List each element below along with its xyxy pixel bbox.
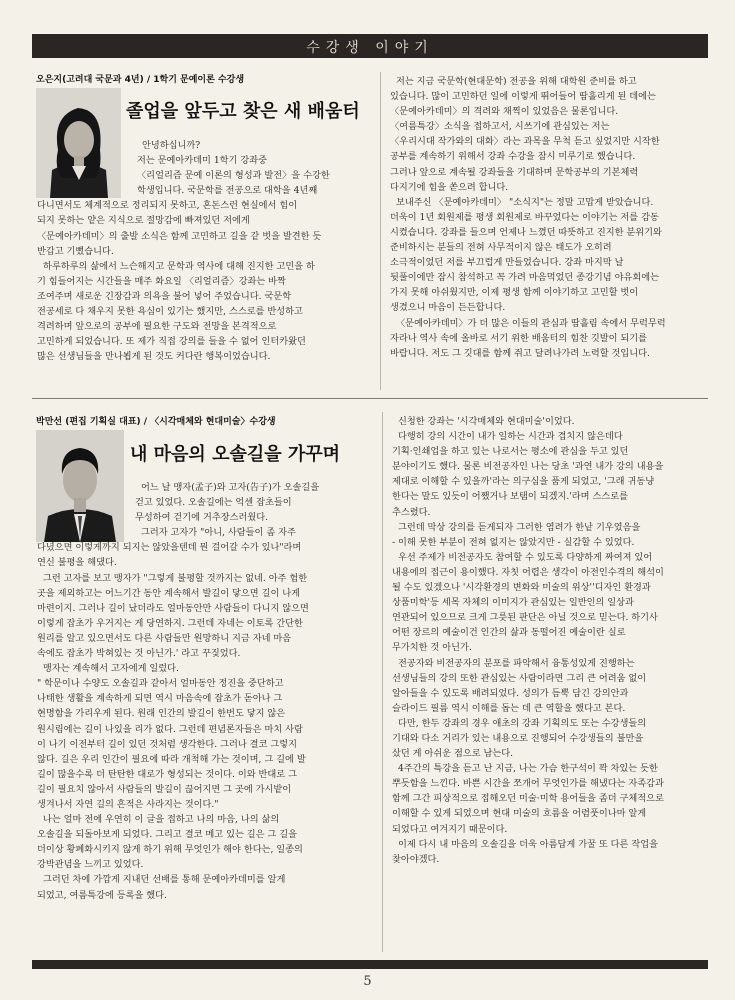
article1-column-divider: [380, 72, 381, 390]
paragraph: 기 힘들어지는 시간들을 매주 화요일 〈리얼리즘〉강좌는 바짝: [37, 275, 286, 287]
paragraph: 다니면서도 체계적으로 정리되지 못하고, 혼돈스런 현실에서 힘이: [37, 200, 298, 212]
paragraph: 다만, 한두 강좌의 경우 애초의 강좌 기획의도 또는 수강생들의: [398, 717, 647, 729]
paragraph: 속에도 잡초가 박혀있는 것 아닌가.' 라고 꾸짖었다.: [37, 648, 241, 660]
paragraph: 샀던 게 아쉬운 점으로 남는다.: [392, 748, 514, 760]
paragraph: 바랍니다. 저도 그 깃대를 함께 쥐고 달려나가려 노력할 것입니다.: [390, 347, 650, 359]
paragraph: 공부를 계속하기 위해서 강좌 수강을 잠시 미루기로 했습니다.: [390, 151, 636, 163]
paragraph: 걷고 있었다. 오솔길에는 억센 잡초들이: [135, 497, 292, 509]
paragraph: 연신 불평을 해댔다.: [37, 557, 117, 569]
paragraph: 뒷풀이에만 잠시 참석하고 꼭 가려 마음먹었던 종강기념 야유회에는: [390, 272, 659, 284]
paragraph: 이제 다시 내 마음의 오솔길을 더욱 아름답게 가꿀 또 다른 작업을: [398, 838, 658, 850]
paragraph: 학생입니다. 국문학를 전공으로 대학을 4년째: [137, 185, 318, 197]
paragraph: 내용에의 접근이 용이했다. 자칫 어렵은 생각이 아전인수격의 해석이: [392, 566, 664, 578]
paragraph: 뿌듯함을 느낀다. 바쁜 시간을 쪼개어 무엇인가를 해냈다는 자족감과: [392, 778, 664, 790]
paragraph: 〈문예아카데미〉가 더 많은 이들의 관심과 땀흘림 속에서 무럭무럭: [396, 317, 666, 329]
paragraph: 그런 고자를 보고 맹자가 "그렇게 불평할 것까지는 없네. 아주 험한: [43, 572, 308, 584]
paragraph: 반갑고 기뻤습니다.: [37, 245, 114, 257]
paragraph: 무가치한 것 아닌가.: [392, 642, 472, 654]
paragraph: 보내주신 〈문예아카데미〉 "소식지"는 정말 고맙게 받았습니다.: [396, 196, 654, 208]
paragraph: 어떤 장르의 예술이건 인간의 삶과 동떨어진 예술이란 실로: [392, 627, 626, 639]
paragraph: 생겨나서 자연 길의 흔적은 사라지는 것이다.": [37, 798, 219, 810]
paragraph: 많은 선생님들을 만나뵙게 된 것도 커다란 행복이었습니다.: [37, 351, 271, 363]
paragraph: 다녔으면 이렇게까지 되지는 않았을텐데 뭔 걸어갈 수가 있나"라며: [37, 542, 302, 554]
paragraph: 신청한 강좌는 '시각매체와 현대미술'이었다.: [398, 416, 575, 427]
paragraph: 더욱이 1년 회원제를 평생 회원제로 바꾸었다는 이야기는 저를 감동: [390, 211, 659, 223]
paragraph: 생겼으니 마음이 든든합니다.: [390, 302, 506, 314]
paragraph: 시켰습니다. 강좌를 들으며 언제나 느꼈던 따뜻하고 진지한 분위기와: [390, 226, 662, 238]
paragraph: 자라나 역사 속에 올바로 서기 위한 배움터의 힘찬 깃발이 되기를: [390, 332, 648, 344]
section-banner: [32, 34, 708, 58]
article1-left-column: [37, 138, 375, 364]
paragraph: 전공세로 다 채우지 못한 욕심이 있기는 했지만, 스스로를 반성하고: [37, 306, 303, 318]
paragraph: 〈여름특강〉소식을 접하고서, 시쓰기에 관심있는 저는: [390, 121, 610, 133]
footer-bar: [32, 960, 708, 969]
paragraph: 〈문예아카데미〉의 격려와 채찍이 있었음은 물론입니다.: [390, 106, 619, 118]
paragraph: 기대와 다소 거리가 있는 내용으로 진행되어 수강생들의 불만을: [392, 732, 644, 744]
paragraph: 원리를 알고 있으면서도 다른 사람들만 원망하니 지금 자네 마음: [37, 632, 292, 644]
article2-left-column: [37, 480, 377, 903]
page-number: 5: [363, 974, 372, 989]
paragraph: 소극적이었던 저를 부끄럽게 만들었습니다. 강좌 마지막 날: [390, 257, 624, 269]
paragraph: 〈문예아카데미〉의 출발 소식은 함께 고민하고 길을 같 벗을 발견한 듯: [37, 230, 322, 242]
paragraph: 무성하여 걷기에 거추장스러웠다.: [135, 512, 269, 524]
paragraph: 가지 못해 아쉬웠지만, 이제 평생 함께 이야기하고 고민할 벗이: [390, 287, 639, 299]
paragraph: 이렇게 잡초가 우거지는 게 당연하지. 그런데 자네는 이토록 간단한: [37, 617, 303, 629]
paragraph: 나태한 생활을 계속하게 되면 역시 마음속에 잡초가 돋아나 그: [37, 693, 283, 705]
paragraph: 기획·인쇄업을 하고 있는 나로서는 평소에 관심을 두고 있던: [392, 446, 629, 458]
paragraph: 다지기에 힘을 쏟으려 합니다.: [390, 181, 509, 193]
paragraph: 상품미학'등 세목 자체의 이미지가 관심있는 일반인의 일상과: [392, 597, 634, 609]
paragraph: 나는 얼마 전에 우연히 이 글을 접하고 나의 마음, 나의 삶의: [43, 814, 280, 826]
paragraph: 곳을 제외하고는 어느기간 동안 계속해서 발길이 닿으면 길이 나게: [37, 587, 300, 599]
paragraph: 오솔길을 되돌아보게 되었다. 그리고 결코 메고 있는 길은 그 길을: [37, 829, 297, 841]
paragraph: 조여주며 새로운 긴장감과 의욕을 불어 넣어 주었습니다. 국문학: [37, 290, 292, 302]
paragraph: 저는 지금 국문학(현대문학) 전공을 위해 대학원 준비를 하고: [396, 76, 637, 87]
article2-right-column: [392, 414, 712, 867]
paragraph: 강박관념을 느끼고 있었다.: [37, 859, 144, 871]
paragraph: 될 수도 있겠으나 '시각환경의 변화와 미술의 위상''디자인 환경과: [392, 582, 651, 594]
paragraph: 분야이기도 했다. 물론 비전공자인 나는 당초 '과연 내가 강의 내용을: [392, 461, 664, 473]
article2-byline: 박만선 (편집 기획실 대표) / 〈시각매체와 현대미술〉수강생: [36, 417, 276, 427]
article2-column-divider: [382, 412, 383, 952]
paragraph: 이해할 수 있게 되었으며 현대 미술의 흐름을 어렴풋이나마 알게: [392, 808, 647, 820]
article2-headline: 내 마음의 오솔길을 가꾸며: [130, 444, 341, 465]
paragraph: 추스렸다.: [392, 506, 431, 518]
paragraph: 제대로 이해할 수 있을까'라는 의구심을 품게 되었고, '그래 귀동냥: [392, 476, 655, 488]
paragraph: 다행히 강의 시간이 내가 일하는 시간과 겹치지 않은데다: [398, 431, 623, 443]
section-title: 수강생 이야기: [306, 40, 434, 56]
paragraph: 준비하시는 분들의 전혀 사무적이지 않은 태도가 오히려: [390, 242, 612, 254]
paragraph: 저는 문예아카데미 1학기 강좌중: [137, 155, 267, 167]
paragraph: 원시림에는 길이 나있을 리가 없다. 그런데 편념론자들은 마치 사람: [37, 723, 303, 735]
paragraph: 그러자 고자가 "아니, 사람들이 좀 자주: [141, 527, 296, 539]
paragraph: 4주간의 특강을 듣고 난 지금, 나는 가슴 한구석이 꽉 차있는 듯한: [398, 763, 658, 775]
paragraph: 이 나기 이전부터 길이 있던 것처럼 생각한다. 그러나 결코 그렇지: [37, 738, 297, 750]
paragraph: 전공자와 비전공자의 분포를 파악해서 융통성있게 진행하는: [398, 657, 635, 669]
paragraph: 그런데 막상 강의를 듣게되자 그러한 염려가 한낱 기우였음을: [398, 521, 641, 533]
article-separator: [32, 398, 708, 399]
paragraph: 더이상 황폐화시키지 않게 하기 위해 무엇인가 해야 한다는, 일종의: [37, 844, 303, 856]
paragraph: 〈리얼리즘 문예 이론의 형성과 발전〉을 수강한: [137, 170, 330, 182]
paragraph: 그러나 앞으로 계속될 강좌들을 기대하며 문학공부의 기본체력: [390, 166, 639, 178]
paragraph: 안녕하십니까?: [142, 140, 201, 151]
paragraph: 격려하며 앞으로의 공부에 필요한 구도와 전망을 본격적으로: [37, 321, 277, 333]
article1-headline: 졸업을 앞두고 찾은 새 배움터: [126, 101, 360, 122]
paragraph: 찾아야겠다.: [392, 853, 440, 865]
paragraph: 길이 필요치 않아서 사람들의 발길이 끊어지면 그 곳에 가시밭이: [37, 783, 292, 795]
paragraph: 우선 주제가 비전공자도 참여할 수 있도록 다양하게 짜여져 있어: [398, 551, 653, 563]
paragraph: " 학문이나 수양도 오솔길과 같아서 얼마동안 정진을 중단하고: [37, 678, 284, 690]
paragraph: 길이 많을수록 더 탄탄한 대로가 형성되는 것이다. 이와 반대로 그: [37, 768, 297, 780]
paragraph: 한다는 말도 있듯이 어쨌거나 보탬이 되겠지.'라며 스스로를: [392, 491, 628, 503]
paragraph: 어느 날 맹자(孟子)와 고자(告子)가 오솔길을: [141, 482, 320, 493]
paragraph: 맹자는 계속해서 고자에게 일렀다.: [43, 663, 179, 675]
paragraph: 있습니다. 많이 고민하던 일에 이렇게 뛰어들어 땀흘리게 된 데에는: [390, 91, 656, 103]
paragraph: 하루하루의 삶에서 느슨해지고 문학과 역사에 대해 진지한 고민을 하: [43, 260, 315, 272]
paragraph: 그러던 차에 가깝게 지내던 선배를 통해 문예아카데미를 알게: [43, 874, 286, 886]
paragraph: 알아들을 수 있도록 배려되었다. 성의가 듬뿍 담긴 강의안과: [392, 687, 629, 699]
paragraph: 현명함을 가리우게 된다. 원래 인간의 발길이 한번도 닿지 않은: [37, 708, 286, 720]
paragraph: 〈우리시대 작가와의 대화〉라는 과목을 무척 듣고 싶었지만 시작한: [390, 136, 660, 148]
paragraph: 되었다고 여겨지기 때문이다.: [392, 823, 508, 835]
paragraph: 함께 그간 피상적으로 접해오던 미술·미학 용어들을 좀더 구체적으로: [392, 793, 664, 805]
paragraph: 않다. 길은 우리 인간이 필요에 따라 개척해 가는 것이며, 그 길에 발: [37, 753, 306, 765]
article1-right-column: [390, 74, 712, 361]
article1-byline: 오은지(고려대 국문과 4년) / 1학기 문예이론 수강생: [36, 75, 245, 85]
paragraph: 되었고, 여름특강에 등록을 했다.: [37, 889, 167, 901]
paragraph: 슬라이드 필름 역시 이해를 돕는 데 큰 역할을 했다고 본다.: [392, 702, 626, 714]
paragraph: 연관되어 있으므로 크게 그릇된 판단은 아닐 것으로 믿는다. 하기사: [392, 612, 658, 624]
paragraph: 마련이지. 그러나 길이 났더라도 얼마동안만 사람들이 다니지 않으면: [37, 602, 309, 614]
paragraph: - 이해 못한 부분이 전혀 없지는 않았지만 - 실감할 수 있었다.: [392, 536, 635, 548]
paragraph: 고민하게 되었습니다. 또 제가 직접 강의를 들을 수 없어 인터카왔던: [37, 336, 306, 348]
paragraph: 되지 못하는 얕은 지식으로 절망감에 빠져있던 저에게: [37, 215, 250, 227]
paragraph: 선생님들의 강의 또한 관심있는 사람이라면 그리 큰 어려움 없이: [392, 672, 647, 684]
